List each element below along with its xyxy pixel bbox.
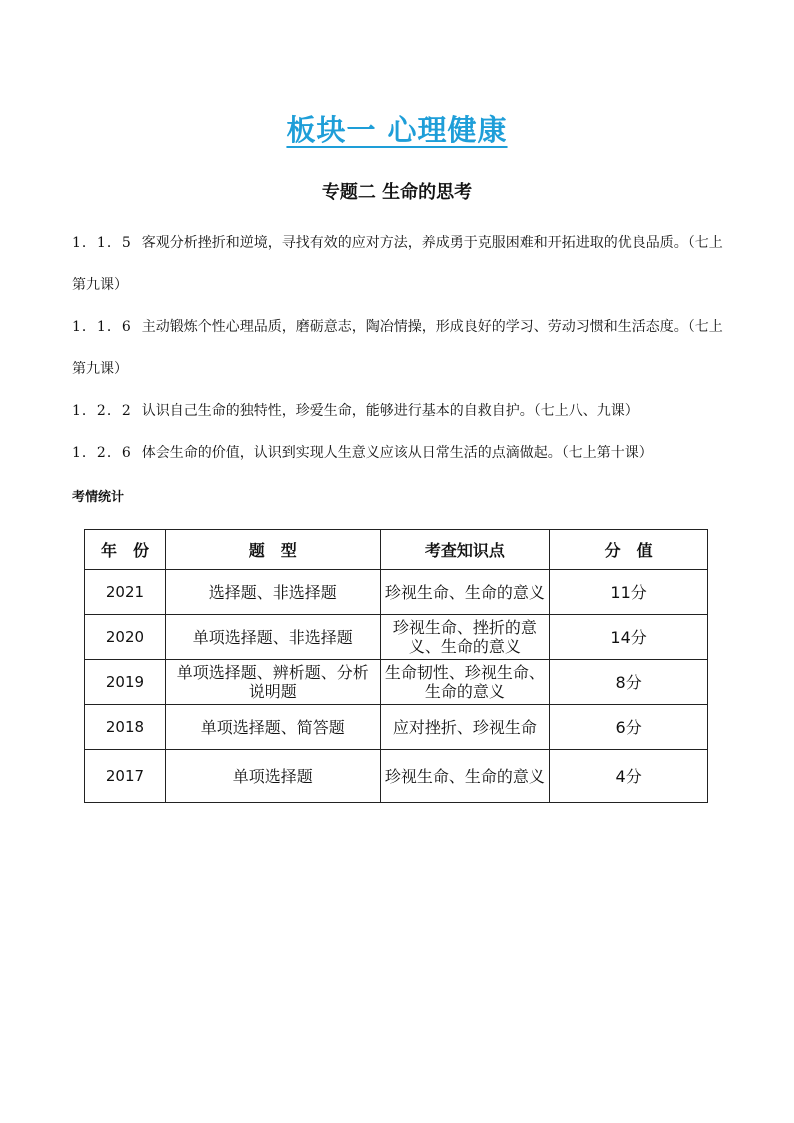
page-subtitle: 专题二 生命的思考 bbox=[321, 182, 473, 203]
cell-type: 单项选择题、简答题 bbox=[165, 705, 380, 750]
cell-score: 6分 bbox=[550, 705, 708, 750]
cell-year: 2017 bbox=[85, 750, 166, 803]
cell-knowledge: 珍视生命、生命的意义 bbox=[380, 750, 550, 803]
standard-text: 体会生命的价值，认识到实现人生意义应该从日常生活的点滴做起。（七上第十课） bbox=[141, 445, 653, 461]
table-row bbox=[85, 750, 708, 803]
standard-item bbox=[72, 222, 728, 306]
cell-year: 2018 bbox=[85, 705, 166, 750]
cell-knowledge: 生命韧性、珍视生命、生命的意义 bbox=[380, 660, 550, 705]
cell-knowledge: 珍视生命、生命的意义 bbox=[380, 570, 550, 615]
cell-score: 4分 bbox=[550, 750, 708, 803]
cell-type: 选择题、非选择题 bbox=[165, 570, 380, 615]
cell-year: 2020 bbox=[85, 615, 166, 660]
exam-stats-label: 考情统计 bbox=[72, 490, 125, 505]
standard-item bbox=[72, 306, 728, 390]
header-score: 分 值 bbox=[550, 530, 708, 570]
standard-code: 1．2．6 bbox=[72, 445, 132, 461]
standard-code: 1．2．2 bbox=[72, 403, 132, 419]
standard-code: 1．1．5 bbox=[72, 235, 132, 251]
standard-text: 认识自己生命的独特性，珍爱生命，能够进行基本的自救自护。（七上八、九课） bbox=[141, 403, 639, 419]
header-type: 题 型 bbox=[165, 530, 380, 570]
cell-knowledge: 应对挫折、珍视生命 bbox=[380, 705, 550, 750]
standard-item bbox=[72, 390, 728, 432]
table-row bbox=[85, 660, 708, 705]
header-year: 年 份 bbox=[85, 530, 166, 570]
exam-stats-table bbox=[84, 529, 708, 803]
cell-year: 2019 bbox=[85, 660, 166, 705]
cell-score: 11分 bbox=[550, 570, 708, 615]
cell-type: 单项选择题、辨析题、分析说明题 bbox=[165, 660, 380, 705]
cell-type: 单项选择题、非选择题 bbox=[165, 615, 380, 660]
table-row bbox=[85, 615, 708, 660]
cell-score: 14分 bbox=[550, 615, 708, 660]
cell-type: 单项选择题 bbox=[165, 750, 380, 803]
page-title: 板块一 心理健康 bbox=[286, 113, 508, 147]
standard-text: 客观分析挫折和逆境，寻找有效的应对方法，养成勇于克服困难和开拓进取的优良品质。（七上第九课） bbox=[72, 235, 723, 293]
header-knowledge: 考查知识点 bbox=[380, 530, 550, 570]
cell-knowledge: 珍视生命、挫折的意义、生命的意义 bbox=[380, 615, 550, 660]
table-header-row bbox=[85, 530, 708, 570]
standard-item bbox=[72, 432, 728, 474]
standard-text: 主动锻炼个性心理品质，磨砺意志，陶冶情操，形成良好的学习、劳动习惯和生活态度。（七上第九课） bbox=[72, 319, 723, 377]
cell-year: 2021 bbox=[85, 570, 166, 615]
standard-code: 1．1．6 bbox=[72, 319, 132, 335]
table-row bbox=[85, 570, 708, 615]
table-row bbox=[85, 705, 708, 750]
cell-score: 8分 bbox=[550, 660, 708, 705]
